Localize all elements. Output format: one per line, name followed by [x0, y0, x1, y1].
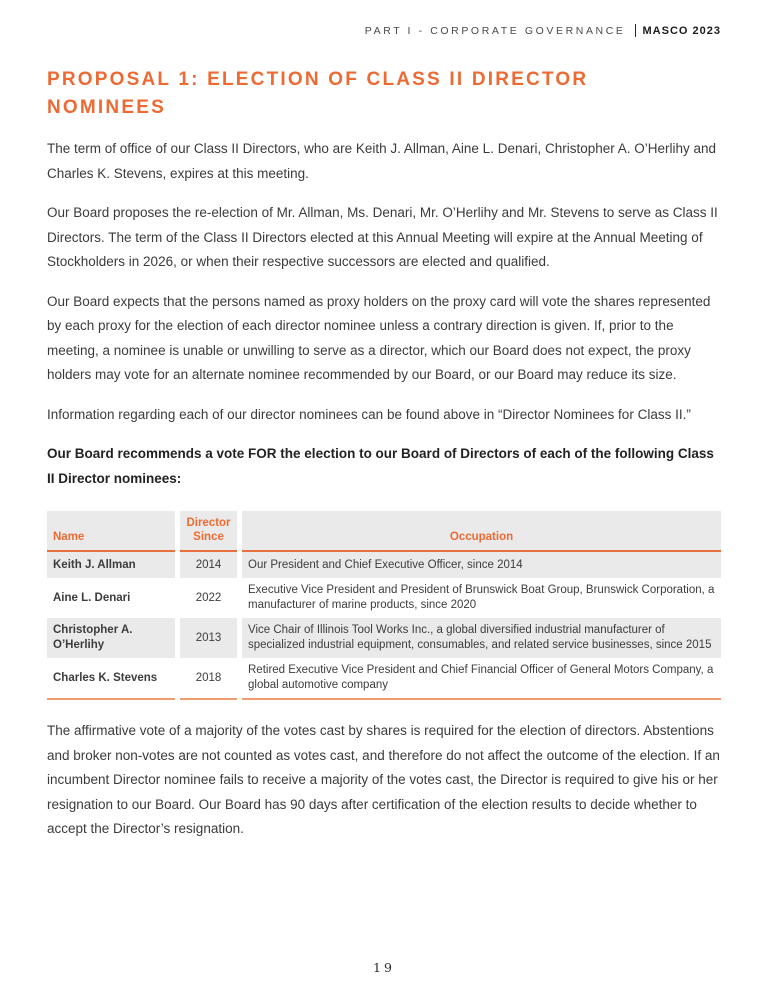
nominee-director-since: 2022 — [195, 591, 222, 604]
nominee-director-since: 2013 — [180, 618, 237, 658]
nominees-table-body — [47, 552, 721, 700]
paragraph-term-of-office: The term of office of our Class II Directors, who are Keith J. Allman, Aine L. Denari, Christopher A. O’Herlihy and Charles K. Stevens, expires at this meeting. — [47, 141, 717, 181]
nominee-occupation: Our President and Chief Executive Officer, since 2014 — [242, 552, 721, 578]
nominee-occupation: Vice Chair of Illinois Tool Works Inc., a global diversified industrial manufacturer of specialized industrial equipment, consumables, and related service businesses, since 2015 — [242, 618, 721, 658]
header-divider — [635, 24, 636, 37]
board-recommendation: Our Board recommends a vote FOR the election to our Board of Directors of each of the following Class II Director nominees: — [47, 446, 714, 486]
paragraph-board-proposes: Our Board proposes the re-election of Mr. Allman, Ms. Denari, Mr. O’Herlihy and Mr. Stevens to serve as Class II Directors. The term of the Class II Directors elected at this Annual Meeting will expire at the Annual Meeting of Stockholders in 2026, or when their respective successors are elected and qualified. — [47, 205, 718, 269]
column-header-occupation: Occupation — [242, 511, 721, 552]
page-title: PROPOSAL 1: ELECTION OF CLASS II DIRECTOR NOMINEES — [47, 69, 589, 118]
header-brand-label: MASCO 2023 — [642, 24, 721, 37]
paragraph-vote-requirement: The affirmative vote of a majority of the votes cast by shares is required for the election of directors. Abstentions and broker non-votes are not counted as votes cast, and therefore do not affect the outcome of the election. If an incumbent Director nominee fails to receive a majority of the votes cast, the Director is required to give his or her resignation to our Board. Our Board has 90 days after certification of the election results to decide whether to accept the Director’s resignation. — [47, 723, 720, 836]
page-content — [0, 66, 768, 842]
nominee-occupation: Executive Vice President and President of Brunswick Boat Group, Brunswick Corporation, a manufacturer of marine products, since 2020 — [248, 584, 715, 611]
table-row — [47, 578, 721, 618]
column-header-director-since: Director Since — [180, 511, 237, 552]
nominee-name: Charles K. Stevens — [47, 658, 175, 700]
table-row — [47, 552, 721, 578]
column-header-name: Name — [47, 511, 175, 552]
nominee-name: Keith J. Allman — [47, 552, 175, 578]
paragraph-information-reference: Information regarding each of our director nominees can be found above in “Director Nominees for Class II.” — [47, 406, 691, 422]
nominee-director-since: 2018 — [180, 658, 237, 700]
running-header — [0, 0, 768, 37]
header-section-label: PART I - CORPORATE GOVERNANCE — [364, 24, 626, 37]
table-row — [47, 658, 721, 700]
nominee-name: Aine L. Denari — [53, 591, 131, 604]
nominee-name: Christopher A. O’Herlihy — [47, 618, 175, 658]
nominee-director-since: 2014 — [180, 552, 237, 578]
paragraph-proxy-holders: Our Board expects that the persons named as proxy holders on the proxy card will vote the shares represented by each proxy for the election of each director nominee unless a contrary direction is given. If, prior to the meeting, a nominee is unable or unwilling to serve as a director, which our Board does not expect, the proxy holders may vote for an alternate nominee recommended by our Board, or our Board may reduce its size. — [47, 293, 711, 382]
page-number: 19 — [373, 960, 395, 975]
nominees-table-header — [47, 511, 721, 552]
nominees-table — [42, 511, 726, 700]
table-row — [47, 618, 721, 658]
nominee-occupation: Retired Executive Vice President and Chief Financial Officer of General Motors Company, a global automotive company — [242, 658, 721, 700]
